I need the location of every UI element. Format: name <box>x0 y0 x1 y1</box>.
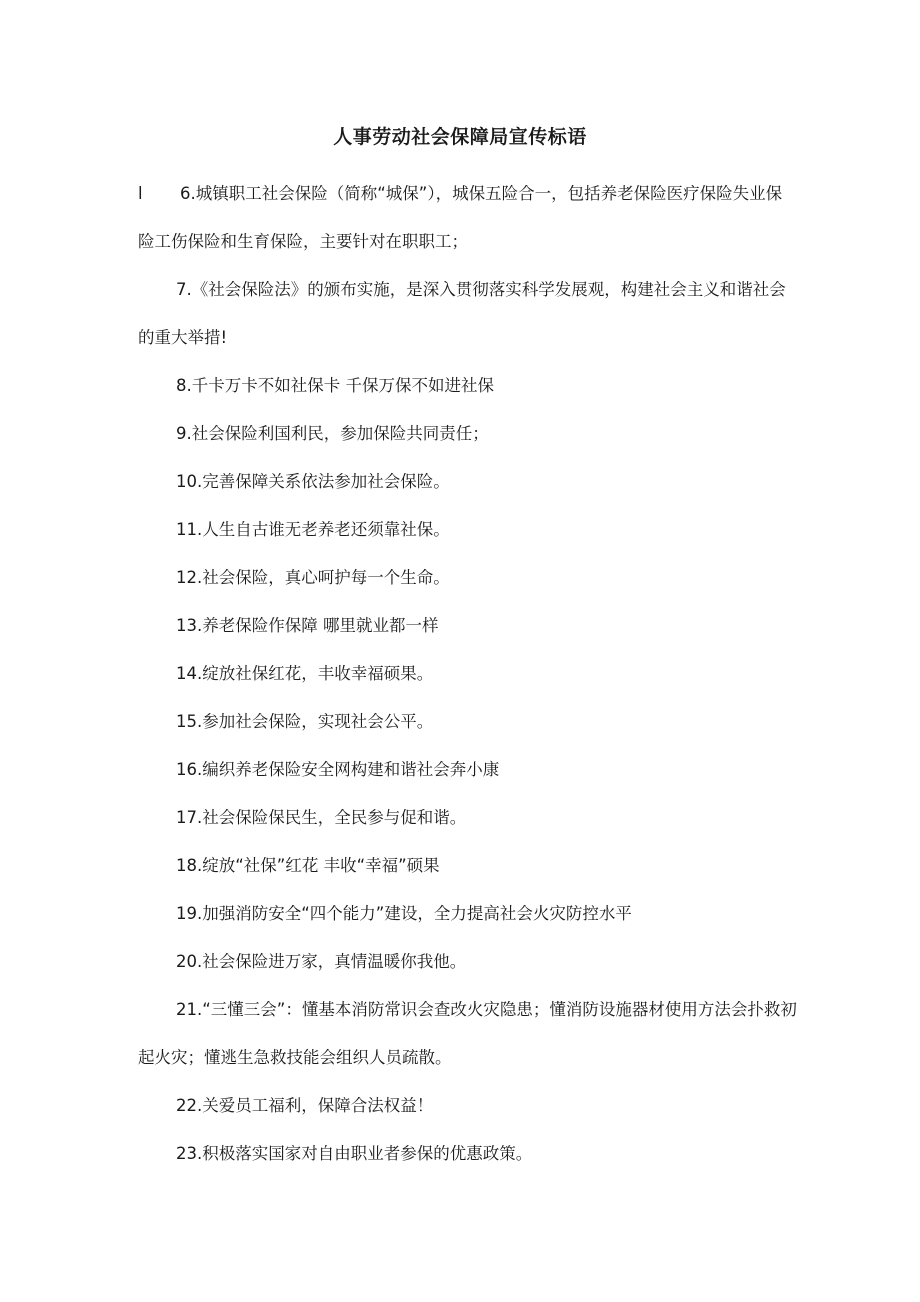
paragraph-14: 14.绽放社保红花，丰收幸福硕果。 <box>176 664 434 683</box>
paragraph-18: 18.绽放“社保”红花 丰收“幸福”硕果 <box>176 856 440 875</box>
list-marker: l <box>138 184 143 203</box>
paragraph-16: 16.编织养老保险安全网构建和谐社会奔小康 <box>176 760 500 779</box>
paragraph-20: 20.社会保险进万家，真情温暖你我他。 <box>176 952 467 971</box>
paragraph-11: 11.人生自古谁无老养老还须靠社保。 <box>176 520 450 539</box>
paragraph-9: 9.社会保险利国利民，参加保险共同责任； <box>176 424 489 443</box>
paragraph-6 <box>138 170 798 266</box>
paragraph-15: 15.参加社会保险，实现社会公平。 <box>176 712 434 731</box>
document-title: 人事劳动社会保障局宣传标语 <box>333 126 587 148</box>
paragraph-23: 23.积极落实国家对自由职业者参保的优惠政策。 <box>176 1144 533 1163</box>
paragraph-21: 21.“三懂三会”：懂基本消防常识会查改火灾隐患；懂消防设施器材使用方法会扑救初起火灾；懂逃生急救技能会组织人员疏散。 <box>138 1000 797 1067</box>
paragraph-17: 17.社会保险保民生，全民参与促和谐。 <box>176 808 467 827</box>
paragraph-12: 12.社会保险，真心呵护每一个生命。 <box>176 568 450 587</box>
paragraph-8: 8.千卡万卡不如社保卡 千保万保不如进社保 <box>176 376 494 395</box>
paragraph-10: 10.完善保障关系依法参加社会保险。 <box>176 472 450 491</box>
paragraph-22: 22.关爱员工福利，保障合法权益！ <box>176 1096 434 1115</box>
paragraph-19: 19.加强消防安全“四个能力”建设，全力提高社会火灾防控水平 <box>176 904 632 923</box>
document-body <box>138 170 798 1178</box>
paragraph-13: 13.养老保险作保障 哪里就业都一样 <box>176 616 439 635</box>
paragraph-7: 7.《社会保险法》的颁布实施，是深入贯彻落实科学发展观，构建社会主义和谐社会的重大举措! <box>138 280 786 347</box>
paragraph-text: 6.城镇职工社会保险（简称“城保”），城保五险合一，包括养老保险医疗保险失业保险工伤保险和生育保险，主要针对在职职工； <box>138 184 783 251</box>
